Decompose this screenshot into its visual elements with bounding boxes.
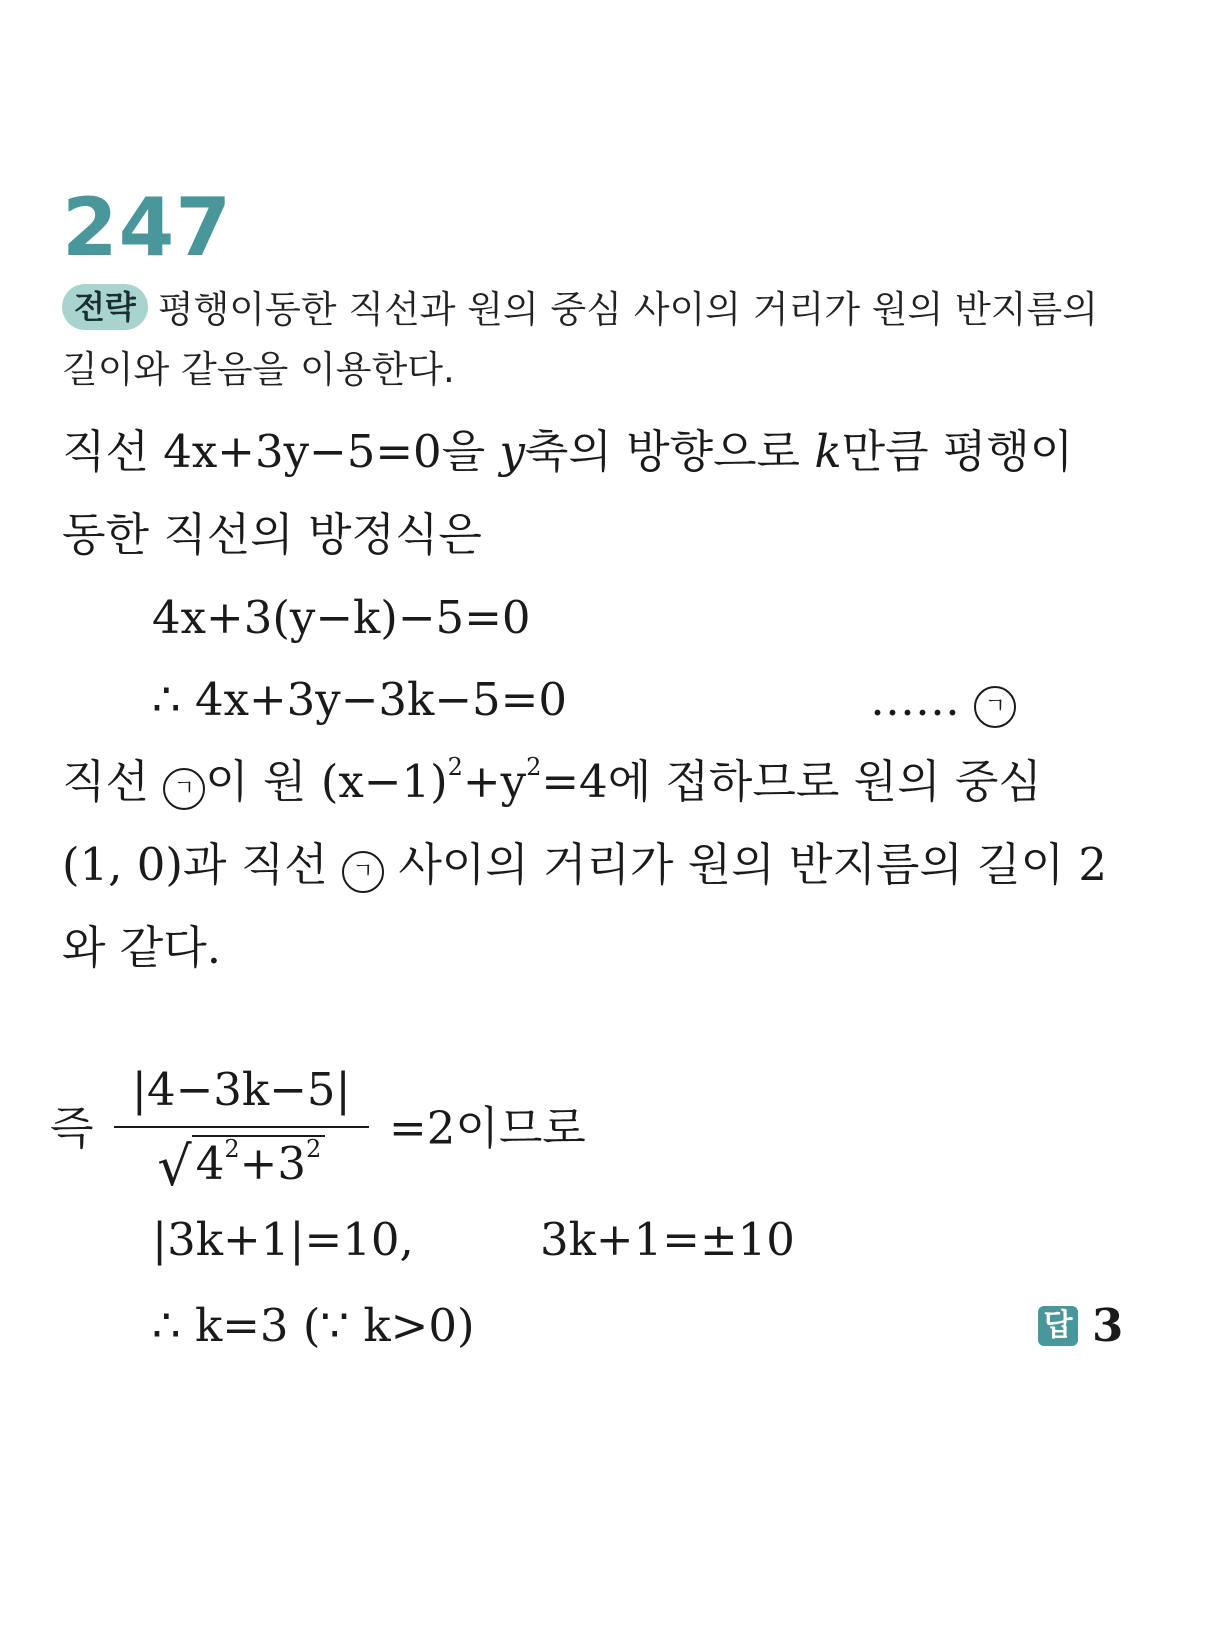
therefore-symbol: ∴ <box>152 1299 181 1352</box>
therefore-symbol: ∴ <box>152 673 181 726</box>
sqrt-icon: √ <box>157 1135 192 1198</box>
exponent: 2 <box>305 1135 322 1163</box>
circle-label-icon: ㄱ <box>342 851 384 893</box>
fraction-denominator <box>114 1128 369 1197</box>
equation-translated: 4x+3(y−k)−5=0 <box>152 591 531 644</box>
circle-eq: (x−1) <box>320 755 448 808</box>
den-part: +3 <box>239 1137 306 1190</box>
var-k: k <box>814 425 842 478</box>
distance-formula <box>50 1060 586 1197</box>
strategy-text-1: 평행이동한 직선과 원의 중심 사이의 거리가 원의 반지름의 <box>157 288 1098 331</box>
solution-line-5: 와 같다. <box>62 921 222 974</box>
circle-label-icon: ㄱ <box>163 768 205 810</box>
problem-number: 247 <box>62 181 232 274</box>
dots: …… <box>870 673 960 726</box>
text: 이 원 <box>205 755 321 808</box>
sqrt-body <box>192 1135 326 1190</box>
exponent: 2 <box>447 753 463 781</box>
text: 축의 방향으로 <box>524 425 815 478</box>
strategy-badge: 전략 <box>62 284 148 330</box>
equation-text: 4x+3y−3k−5=0 <box>194 673 567 726</box>
circle-eq: +y <box>462 755 527 808</box>
equation-label <box>870 670 1016 730</box>
answer-value: 3 <box>1092 1299 1124 1352</box>
jeuk: 즉 <box>50 1101 94 1155</box>
exponent: 2 <box>526 753 542 781</box>
solution-line-3 <box>62 752 1042 812</box>
exponent: 2 <box>224 1135 240 1163</box>
fraction-rhs: =2이므로 <box>389 1101 586 1155</box>
solution-line-4 <box>62 835 1107 895</box>
text: 만큼 평행이 <box>841 425 1074 478</box>
text: 직선 <box>62 425 164 478</box>
circle-label-icon: ㄱ <box>974 686 1016 728</box>
text: 직선 <box>62 755 164 808</box>
circle-eq: =4 <box>541 755 608 808</box>
equation-abs: |3k+1|=10, <box>152 1213 414 1266</box>
fraction-numerator: |4−3k−5| <box>114 1060 369 1128</box>
text: 을 <box>441 425 500 478</box>
var-y: y <box>499 425 525 478</box>
solution-line-2: 동한 직선의 방정식은 <box>62 508 482 561</box>
strategy-line-2: 길이와 같음을 이용한다. <box>62 348 455 391</box>
strategy-line-1 <box>62 280 1098 340</box>
equation-original-line: 4x+3y−5=0 <box>163 425 442 478</box>
answer <box>1038 1296 1123 1366</box>
answer-badge: 답 <box>1038 1306 1078 1346</box>
text: 사이의 거리가 원의 반지름의 길이 2 <box>384 838 1108 891</box>
den-part: 4 <box>195 1137 225 1190</box>
text: 에 접하므로 원의 중심 <box>607 755 1042 808</box>
equation-simplified <box>152 670 567 730</box>
fraction <box>114 1060 369 1197</box>
final-result <box>152 1296 475 1356</box>
text: (1, 0)과 직선 <box>62 838 343 891</box>
equation-pm: 3k+1=±10 <box>540 1213 795 1266</box>
solution-line-1 <box>62 422 1073 482</box>
final-equation: k=3 (∵ k>0) <box>194 1299 475 1352</box>
